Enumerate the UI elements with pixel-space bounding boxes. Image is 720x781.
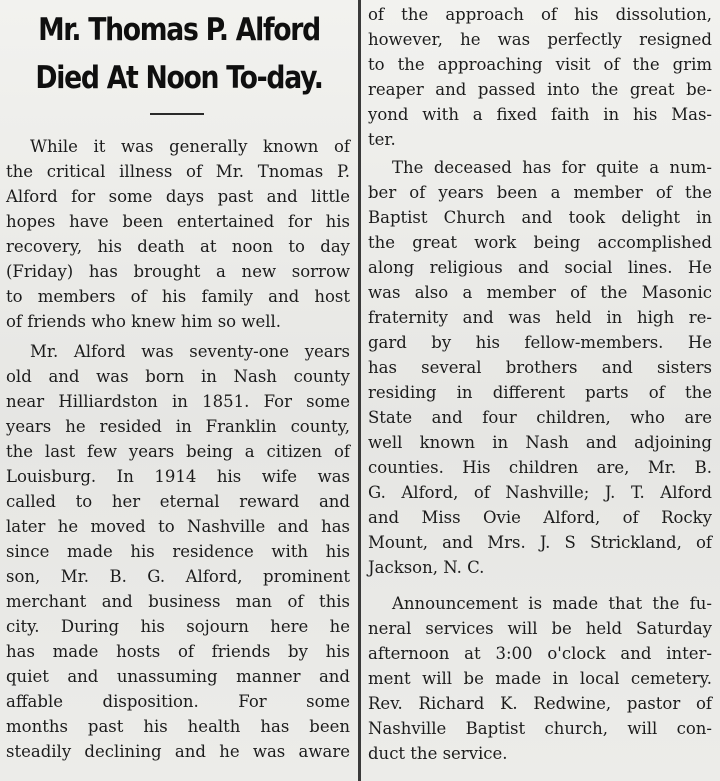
text-line: months past his health has been <box>6 717 350 736</box>
text-line: merchant and business man of this <box>6 592 350 611</box>
text-line: duct the service. <box>368 744 508 763</box>
text-line: of the approach of his dissolution, <box>368 5 712 24</box>
text-line: later he moved to Nashville and has <box>6 517 350 536</box>
text-line: affable disposition. For some <box>6 692 350 711</box>
text-line: Louisburg. In 1914 his wife was <box>6 467 350 486</box>
text-line: residing in different parts of the <box>368 383 712 402</box>
text-line: to members of his family and host <box>6 287 350 306</box>
text-line: however, he was perfectly resigned <box>368 30 712 49</box>
text-line: Rev. Richard K. Redwine, pastor of <box>368 694 712 713</box>
text-line: ber of years been a member of the <box>368 183 712 202</box>
text-line: State and four children, who are <box>368 408 712 427</box>
text-line: along religious and social lines. He <box>368 258 712 277</box>
text-line: has made hosts of friends by his <box>6 642 350 661</box>
text-line: While it was generally known of <box>30 137 350 156</box>
text-line: neral services will be held Saturday <box>368 619 712 638</box>
text-line: was also a member of the Masonic <box>368 283 712 302</box>
text-line: Jackson, N. C. <box>368 558 485 577</box>
text-line: has several brothers and sisters <box>368 358 712 377</box>
text-line: G. Alford, of Nashville; J. T. Alford <box>368 483 712 502</box>
text-line: well known in Nash and adjoining <box>368 433 712 452</box>
text-line: Baptist Church and took delight in <box>368 208 712 227</box>
text-line: Mount, and Mrs. J. S Strickland, of <box>368 533 712 552</box>
text-line: Nashville Baptist church, will con- <box>368 719 712 738</box>
headline-line-1: Mr. Thomas P. Alford <box>38 12 320 48</box>
text-line: reaper and passed into the great be- <box>368 80 712 99</box>
text-line: The deceased has for quite a num- <box>392 158 712 177</box>
text-line: the great work being accomplished <box>368 233 712 252</box>
text-line: Alford for some days past and little <box>6 187 350 206</box>
text-line: of friends who knew him so well. <box>6 312 282 331</box>
text-line: and Miss Ovie Alford, of Rocky <box>368 508 712 527</box>
text-line: Mr. Alford was seventy-one years <box>30 342 350 361</box>
text-line: near Hilliardston in 1851. For some <box>6 392 350 411</box>
text-line: called to her eternal reward and <box>6 492 350 511</box>
text-line: counties. His children are, Mr. B. <box>368 458 712 477</box>
text-line: the last few years being a citizen of <box>6 442 350 461</box>
text-line: hopes have been entertained for his <box>6 212 350 231</box>
left-column <box>0 0 358 781</box>
text-line: steadily declining and he was aware <box>6 742 350 761</box>
text-line: ter. <box>368 130 396 149</box>
text-line: old and was born in Nash county <box>6 367 350 386</box>
text-line: recovery, his death at noon to day <box>6 237 350 256</box>
text-line: son, Mr. B. G. Alford, prominent <box>6 567 350 586</box>
text-line: (Friday) has brought a new sorrow <box>6 262 350 281</box>
text-line: city. During his sojourn here he <box>6 617 350 636</box>
text-line: yond with a fixed faith in his Mas- <box>368 105 712 124</box>
headline-rule <box>150 113 204 115</box>
text-line: quiet and unassuming manner and <box>6 667 350 686</box>
headline-line-2: Died At Noon To-day. <box>35 60 323 96</box>
text-line: years he resided in Franklin county, <box>6 417 350 436</box>
text-line: Announcement is made that the fu- <box>392 594 712 613</box>
text-line: gard by his fellow-members. He <box>368 333 712 352</box>
text-line: since made his residence with his <box>6 542 350 561</box>
right-column <box>362 0 720 781</box>
text-line: the critical illness of Mr. Tnomas P. <box>6 162 350 181</box>
text-line: ment will be made in local cemetery. <box>368 669 712 688</box>
text-line: to the approaching visit of the grim <box>368 55 712 74</box>
column-divider <box>358 0 361 781</box>
text-line: fraternity and was held in high re- <box>368 308 712 327</box>
text-line: afternoon at 3:00 o'clock and inter- <box>368 644 712 663</box>
